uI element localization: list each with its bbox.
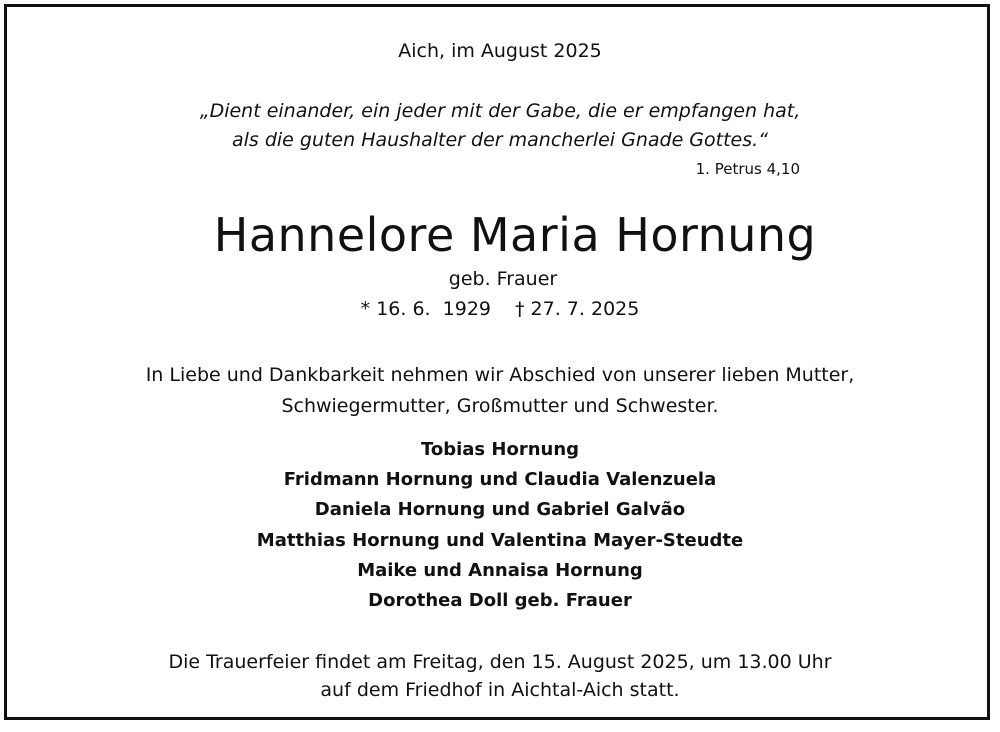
farewell-message-line-2: Schwiegermutter, Großmutter und Schwester. <box>281 395 719 417</box>
mourner-name: Daniela Hornung und Gabriel Galvão <box>314 499 686 520</box>
mourner-name: Dorothea Doll geb. Frauer <box>368 590 632 611</box>
death-date: † 27. 7. 2025 <box>515 298 640 320</box>
mourner-name: Matthias Hornung und Valentina Mayer-Steudte <box>256 530 744 551</box>
life-dates <box>0 296 1000 322</box>
mourner-name: Tobias Hornung <box>420 439 580 460</box>
service-info-line-2: auf dem Friedhof in Aichtal-Aich statt. <box>320 679 680 701</box>
maiden-name: geb. Frauer <box>448 268 558 290</box>
service-info-line-1: Die Trauerfeier findet am Freitag, den 15. August 2025, um 13.00 Uhr <box>168 651 832 673</box>
birth-date: * 16. 6. 1929 <box>360 298 492 320</box>
place-date: Aich, im August 2025 <box>398 40 602 62</box>
quote-source: 1. Petrus 4,10 <box>695 160 800 178</box>
mourner-name: Maike und Annaisa Hornung <box>357 560 643 581</box>
quote-line-2: als die guten Haushalter der mancherlei Gnade Gottes.“ <box>231 129 769 151</box>
farewell-message-line-1: In Liebe und Dankbarkeit nehmen wir Abschied von unserer lieben Mutter, <box>145 364 855 386</box>
deceased-name: Hannelore Maria Hornung <box>213 208 817 262</box>
mourner-name: Fridmann Hornung und Claudia Valenzuela <box>283 469 717 490</box>
quote-line-1: „Dient einander, ein jeder mit der Gabe, die er empfangen hat, <box>199 100 801 122</box>
